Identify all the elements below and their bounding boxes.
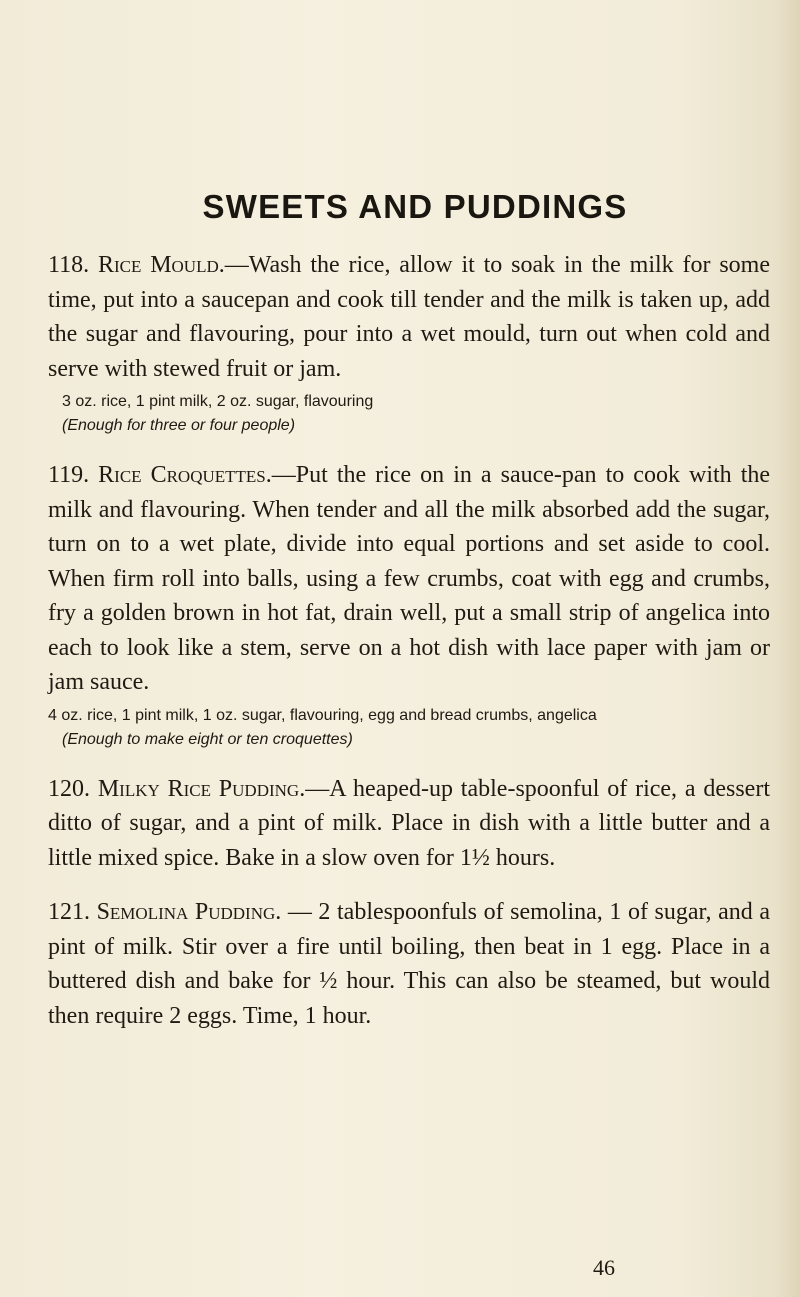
recipe-119 — [48, 458, 770, 752]
recipe-ingredients: 3 oz. rice, 1 pint milk, 2 oz. sugar, flavouring — [62, 393, 374, 410]
recipe-instructions: —Put the rice on in a sauce-pan to cook with the milk and flavouring. When tender and all the milk absorbed add the sugar, turn on to a wet plate, divide into equal portions and set aside to cool. When firm roll into balls, using a few crumbs, coat with egg and crumbs, fry a golden brown in hot fat, drain well, put a small strip of angelica into each to look like a stem, serve on a hot dish with lace paper with jam or jam sauce. — [48, 462, 771, 695]
page-number: 46 — [593, 1255, 615, 1280]
recipe-120 — [48, 772, 770, 876]
recipe-number: 118. — [48, 252, 90, 278]
recipe-text — [48, 248, 770, 386]
recipe-number: 119. — [48, 462, 90, 488]
recipe-title: Rice Mould. — [97, 252, 225, 278]
recipe-title: Rice Croquettes. — [98, 462, 272, 488]
recipe-instructions: —Wash the rice, allow it to soak in the milk for some time, put into a saucepan and cook till tender and the milk is taken up, add the sugar and flavouring, pour into a wet mould, turn out when cold and serve with stewed fruit or jam. — [48, 252, 770, 382]
section-heading: SWEETS AND PUDDINGS — [202, 188, 628, 225]
recipe-121 — [48, 895, 770, 1033]
recipe-yield: (Enough for three or four people) — [62, 417, 296, 434]
page-content — [48, 188, 770, 1053]
recipe-yield: (Enough to make eight or ten croquettes) — [62, 730, 353, 748]
recipe-instructions: — 2 tablespoonfuls of semolina, 1 of sugar, and a pint of milk. Stir over a fire until boiling, then beat in 1 egg. Place in a buttered dish and bake for ½ hour. This can also be steamed, but would then require 2 eggs. Time, 1 hour. — [48, 899, 770, 1029]
recipe-118 — [48, 248, 770, 438]
recipe-text — [48, 895, 770, 1033]
recipe-number: 121. — [48, 899, 90, 925]
recipe-text — [48, 772, 770, 876]
recipe-number: 120. — [48, 775, 90, 802]
recipe-title: Semolina Pudding. — [96, 899, 282, 925]
recipe-title: Milky Rice Pudding. — [97, 775, 306, 802]
recipe-ingredients: 4 oz. rice, 1 pint milk, 1 oz. sugar, flavouring, egg and bread crumbs, angelica — [48, 706, 597, 724]
recipe-text — [48, 458, 770, 700]
recipe-instructions: —A heaped-up table-spoonful of rice, a dessert ditto of sugar, and a pint of milk. Place in dish with a little butter and a little mixed spice. Bake in a slow oven for 1½ hours. — [48, 775, 770, 871]
